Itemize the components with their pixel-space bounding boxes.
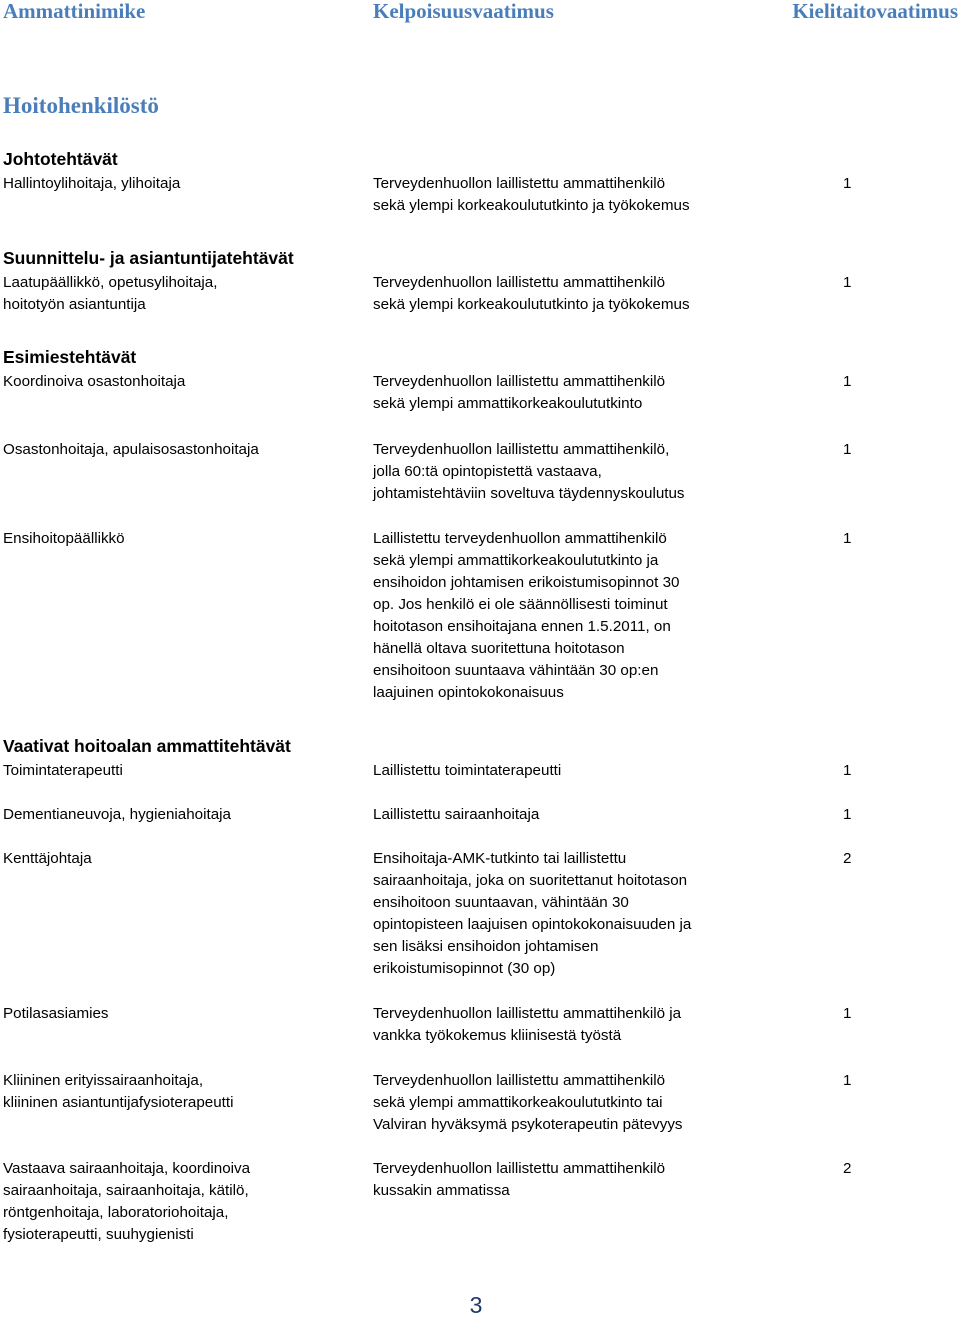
column-header-title: Ammattinimike xyxy=(3,0,146,23)
job-title-line: Ensihoitopäällikkö xyxy=(3,530,125,547)
requirement-line: kussakin ammatissa xyxy=(373,1182,510,1199)
job-title-line: kliininen asiantuntijafysioterapeutti xyxy=(3,1094,234,1111)
requirement-line: Laillistettu sairaanhoitaja xyxy=(373,806,540,823)
requirement-line: Terveydenhuollon laillistettu ammattihenkilö xyxy=(373,175,666,192)
requirement-line: sen lisäksi ensihoidon johtamisen xyxy=(373,938,599,955)
requirement-line: hänellä oltava suoritettuna hoitotason xyxy=(373,640,625,657)
requirement-line: Valviran hyväksymä psykoterapeutin pätevyys xyxy=(373,1116,683,1133)
requirement-line: Terveydenhuollon laillistettu ammattihenkilö xyxy=(373,1072,666,1089)
requirement-line: sekä ylempi ammattikorkeakoulututkinto xyxy=(373,395,643,412)
job-title-line: hoitotyön asiantuntija xyxy=(3,296,146,313)
requirement-line: jolla 60:tä opintopistettä vastaava, xyxy=(373,463,602,480)
requirement-line: erikoistumisopinnot (30 op) xyxy=(373,960,556,977)
job-title-line: Toimintaterapeutti xyxy=(3,762,123,779)
language-requirement: 1 xyxy=(843,762,852,779)
requirement-line: Ensihoitaja-AMK-tutkinto tai laillistettu xyxy=(373,850,627,867)
requirement-line: sekä ylempi korkeakoulututkinto ja työkokemus xyxy=(373,197,690,214)
group-heading-management: Johtotehtävät xyxy=(3,149,118,169)
job-title-line: Dementianeuvoja, hygieniahoitaja xyxy=(3,806,231,823)
requirement-line: ensihoidon johtamisen erikoistumisopinnot 30 xyxy=(373,574,680,591)
requirement-line: sekä ylempi ammattikorkeakoulututkinto tai xyxy=(373,1094,663,1111)
requirement-line: vankka työkokemus kliinisestä työstä xyxy=(373,1027,622,1044)
job-title-line: Osastonhoitaja, apulaisosastonhoitaja xyxy=(3,441,259,458)
language-requirement: 1 xyxy=(843,274,852,291)
language-requirement: 1 xyxy=(843,1072,852,1089)
requirement-line: Laillistettu terveydenhuollon ammattihenkilö xyxy=(373,530,667,547)
job-title xyxy=(3,272,343,316)
job-title-line: Hallintoylihoitaja, ylihoitaja xyxy=(3,175,181,192)
language-requirement: 1 xyxy=(843,530,852,547)
job-title-line: Kliininen erityissairaanhoitaja, xyxy=(3,1072,204,1089)
qualification-requirement xyxy=(373,173,753,217)
qualification-requirement xyxy=(373,848,753,980)
requirement-line: laajuinen opintokokonaisuus xyxy=(373,684,564,701)
section-title: Hoitohenkilöstö xyxy=(3,93,159,118)
qualification-requirement xyxy=(373,1003,753,1047)
qualification-requirement xyxy=(373,804,753,826)
job-title xyxy=(3,1158,343,1246)
job-title xyxy=(3,173,343,195)
language-requirement: 1 xyxy=(843,175,852,192)
requirement-line: ensihoitoon suuntaavan, vähintään 30 xyxy=(373,894,629,911)
requirement-line: sairaanhoitaja, joka on suoritettanut hoitotason xyxy=(373,872,688,889)
job-title xyxy=(3,1003,343,1025)
requirement-line: hoitotason ensihoitajana ennen 1.5.2011, on xyxy=(373,618,671,635)
job-title xyxy=(3,848,343,870)
job-title xyxy=(3,1070,343,1114)
job-title xyxy=(3,528,343,550)
qualification-requirement xyxy=(373,371,753,415)
language-requirement: 1 xyxy=(843,806,852,823)
group-heading-supervisory: Esimiestehtävät xyxy=(3,347,137,367)
requirement-line: Laillistettu toimintaterapeutti xyxy=(373,762,562,779)
job-title-line: sairaanhoitaja, sairaanhoitaja, kätilö, xyxy=(3,1182,249,1199)
requirement-line: ensihoitoon suuntaava vähintään 30 op:en xyxy=(373,662,659,679)
language-requirement: 2 xyxy=(843,1160,852,1177)
job-title-line: Koordinoiva osastonhoitaja xyxy=(3,373,186,390)
requirement-line: Terveydenhuollon laillistettu ammattihenkilö xyxy=(373,1160,666,1177)
requirement-line: Terveydenhuollon laillistettu ammattihenkilö, xyxy=(373,441,670,458)
column-header-requirement: Kelpoisuusvaatimus xyxy=(373,0,554,23)
job-title-line: röntgenhoitaja, laboratoriohoitaja, xyxy=(3,1204,229,1221)
requirement-line: Terveydenhuollon laillistettu ammattihenkilö ja xyxy=(373,1005,682,1022)
group-heading-demanding-care: Vaativat hoitoalan ammattitehtävät xyxy=(3,736,291,756)
qualification-requirement xyxy=(373,439,753,505)
job-title xyxy=(3,371,343,393)
requirement-line: sekä ylempi korkeakoulututkinto ja työkokemus xyxy=(373,296,690,313)
requirement-line: Terveydenhuollon laillistettu ammattihenkilö xyxy=(373,274,666,291)
qualification-requirement xyxy=(373,760,753,782)
job-title-line: Kenttäjohtaja xyxy=(3,850,92,867)
job-title-line: fysioterapeutti, suuhygienisti xyxy=(3,1226,194,1243)
job-title-line: Laatupäällikkö, opetusylihoitaja, xyxy=(3,274,218,291)
language-requirement: 2 xyxy=(843,850,852,867)
requirement-line: Terveydenhuollon laillistettu ammattihenkilö xyxy=(373,373,666,390)
requirement-line: johtamistehtäviin soveltuva täydennyskoulutus xyxy=(373,485,685,502)
page-number: 3 xyxy=(469,1292,483,1318)
requirement-line: op. Jos henkilö ei ole säännöllisesti toiminut xyxy=(373,596,668,613)
qualification-requirement xyxy=(373,1158,753,1202)
job-title xyxy=(3,760,343,782)
qualification-requirement xyxy=(373,528,753,704)
job-title-line: Potilasasiamies xyxy=(3,1005,109,1022)
language-requirement: 1 xyxy=(843,441,852,458)
group-heading-planning-expert: Suunnittelu- ja asiantuntijatehtävät xyxy=(3,248,294,268)
column-header-language: Kielitaitovaatimus xyxy=(792,0,958,23)
requirement-line: opintopisteen laajuisen opintokokonaisuuden ja xyxy=(373,916,692,933)
job-title-line: Vastaava sairaanhoitaja, koordinoiva xyxy=(3,1160,251,1177)
language-requirement: 1 xyxy=(843,1005,852,1022)
qualification-requirement xyxy=(373,1070,753,1136)
job-title xyxy=(3,804,343,826)
job-title xyxy=(3,439,343,461)
language-requirement: 1 xyxy=(843,373,852,390)
requirement-line: sekä ylempi ammattikorkeakoulututkinto ja xyxy=(373,552,659,569)
qualification-requirement xyxy=(373,272,753,316)
